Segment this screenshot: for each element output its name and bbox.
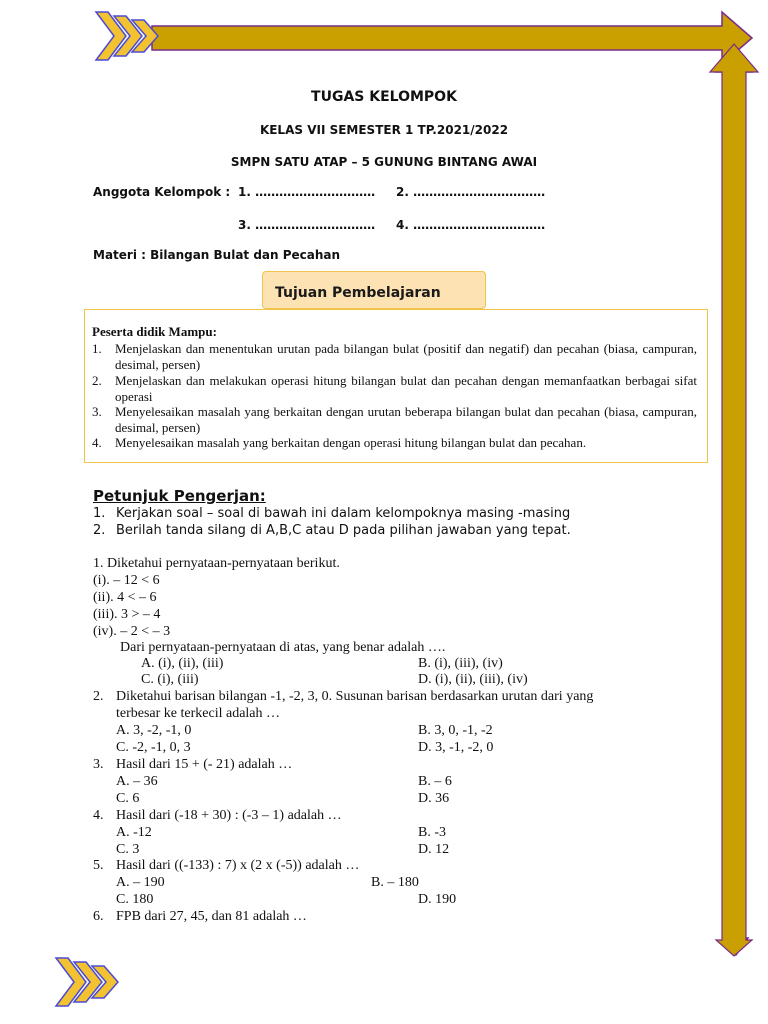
- member-2-field[interactable]: 2. ……………………………: [396, 185, 546, 199]
- statement-iii: (iii). 3 > – 4: [93, 607, 161, 622]
- question-1-stem: 1. Diketahui pernyataan-pernyataan berikut.: [93, 556, 340, 571]
- goal-num: 2.: [92, 373, 102, 388]
- q4-option-a[interactable]: A. -12: [116, 825, 152, 840]
- q2-option-b[interactable]: B. 3, 0, -1, -2: [418, 723, 493, 738]
- question-6-stem: FPB dari 27, 45, dan 81 adalah …: [116, 909, 307, 924]
- question-2-num: 2.: [93, 689, 104, 704]
- q5-option-d[interactable]: D. 190: [418, 892, 457, 907]
- page-title: TUGAS KELOMPOK: [311, 89, 457, 105]
- q4-option-c[interactable]: C. 3: [116, 842, 140, 857]
- q1-option-b[interactable]: B. (i), (iii), (iv): [418, 656, 503, 671]
- statement-ii: (ii). 4 < – 6: [93, 590, 157, 605]
- goal-item: Menjelaskan dan melakukan operasi hitung bilangan bulat dan pecahan dengan memanfaatkan berbagai sifat operasi: [115, 373, 697, 404]
- question-3-num: 3.: [93, 757, 104, 772]
- members-label: Anggota Kelompok :: [93, 185, 231, 199]
- class-line: KELAS VII SEMESTER 1 TP.2021/2022: [259, 123, 509, 137]
- q1-option-d[interactable]: D. (i), (ii), (iii), (iv): [418, 672, 528, 687]
- goals-intro: Peserta didik Mampu:: [92, 324, 217, 339]
- q2-option-d[interactable]: D. 3, -1, -2, 0: [418, 740, 494, 755]
- materi-line: Materi : Bilangan Bulat dan Pecahan: [93, 248, 341, 262]
- q3-option-d[interactable]: D. 36: [418, 791, 450, 806]
- goal-num: 4.: [92, 435, 102, 450]
- question-1-ask: Dari pernyataan-pernyataan di atas, yang benar adalah ….: [120, 640, 446, 655]
- bottom-chevrons-icon: [56, 958, 118, 1006]
- instruction-item: Berilah tanda silang di A,B,C atau D pada pilihan jawaban yang tepat.: [116, 523, 571, 538]
- q5-option-a[interactable]: A. – 190: [116, 875, 165, 890]
- goal-item: Menyelesaikan masalah yang berkaitan dengan urutan beberapa bilangan bulat dan pecahan (biasa, campuran, desimal, persen): [115, 404, 697, 435]
- q5-option-c[interactable]: C. 180: [116, 892, 154, 907]
- q3-option-a[interactable]: A. – 36: [116, 774, 158, 789]
- q1-option-c[interactable]: C. (i), (iii): [141, 672, 199, 687]
- question-4-num: 4.: [93, 808, 104, 823]
- question-5-num: 5.: [93, 858, 104, 873]
- goal-item: Menyelesaikan masalah yang berkaitan dengan operasi hitung bilangan bulat dan pecahan.: [115, 435, 587, 450]
- statement-i: (i). – 12 < 6: [93, 573, 160, 588]
- q4-option-d[interactable]: D. 12: [418, 842, 450, 857]
- goal-item: Menjelaskan dan menentukan urutan pada bilangan bulat (positif dan negatif) dan pecahan (biasa, campuran, desimal, persen): [115, 341, 697, 372]
- question-6-num: 6.: [93, 909, 104, 924]
- instruction-num: 1.: [93, 506, 106, 521]
- question-2-stem: Diketahui barisan bilangan -1, -2, 3, 0. Susunan barisan berdasarkan urutan dari yang: [116, 689, 594, 704]
- q3-option-b[interactable]: B. – 6: [418, 774, 452, 789]
- member-1-field[interactable]: 1. …………………………: [238, 185, 376, 199]
- instruction-num: 2.: [93, 523, 106, 538]
- top-arrow-shape: [152, 12, 752, 64]
- goals-heading: Tujuan Pembelajaran: [262, 271, 486, 309]
- top-chevrons-icon: [96, 12, 158, 60]
- school-line: SMPN SATU ATAP – 5 GUNUNG BINTANG AWAI: [230, 155, 538, 169]
- instructions-heading: Petunjuk Pengerjan:: [93, 487, 266, 505]
- q1-option-a[interactable]: A. (i), (ii), (iii): [141, 656, 224, 671]
- member-3-field[interactable]: 3. …………………………: [238, 218, 376, 232]
- q4-option-b[interactable]: B. -3: [418, 825, 446, 840]
- q2-option-a[interactable]: A. 3, -2, -1, 0: [116, 723, 192, 738]
- instruction-item: Kerjakan soal – soal di bawah ini dalam kelompoknya masing -masing: [116, 506, 571, 521]
- goal-num: 1.: [92, 341, 102, 356]
- question-2-stem-cont: terbesar ke terkecil adalah …: [116, 706, 281, 721]
- question-4-stem: Hasil dari (-18 + 30) : (-3 – 1) adalah …: [116, 808, 342, 823]
- statement-iv: (iv). – 2 < – 3: [93, 624, 171, 639]
- q5-option-b[interactable]: B. – 180: [371, 875, 419, 890]
- question-3-stem: Hasil dari 15 + (- 21) adalah …: [116, 757, 293, 772]
- right-arrow-body: [710, 44, 758, 956]
- q3-option-c[interactable]: C. 6: [116, 791, 140, 806]
- member-4-field[interactable]: 4. ……………………………: [396, 218, 546, 232]
- goal-num: 3.: [92, 404, 102, 419]
- q2-option-c[interactable]: C. -2, -1, 0, 3: [116, 740, 191, 755]
- question-5-stem: Hasil dari ((-133) : 7) x (2 x (-5)) adalah …: [116, 858, 360, 873]
